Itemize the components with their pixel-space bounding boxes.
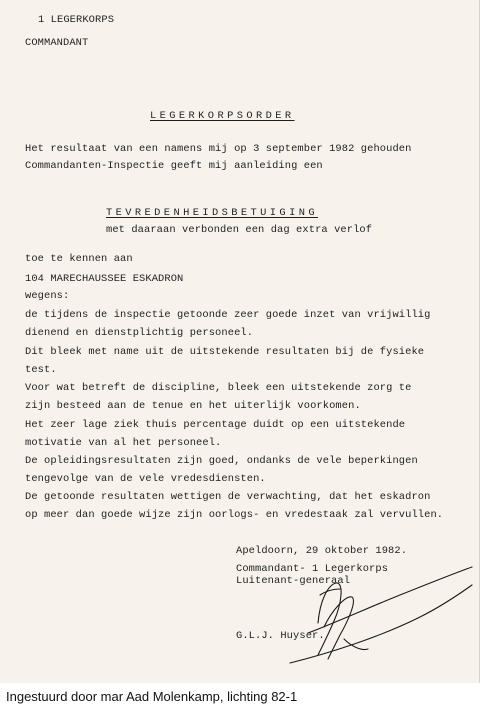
body-line-15: op meer dan goede wijze zijn oorlogs- en vredestaak zal vervullen. <box>25 509 444 521</box>
body-line-13: tengevolge van de vele vredesdiensten. <box>25 473 266 485</box>
body-line-1: toe te kennen aan <box>25 253 133 265</box>
document-title: LEGERKORPSORDER <box>150 110 295 122</box>
handwritten-signature <box>260 555 475 675</box>
commendation-heading: TEVREDENHEIDSBETUIGING <box>106 207 318 219</box>
body-line-4: de tijdens de inspectie getoonde zeer goede inzet van vrijwillig <box>25 309 431 321</box>
body-line-14: De getoonde resultaten wettigen de verwachting, dat het eskadron <box>25 491 431 503</box>
body-line-6: Dit bleek met name uit de uitstekende resultaten bij de fysieke <box>25 346 425 358</box>
intro-line-1: Het resultaat van een namens mij op 3 september 1982 gehouden <box>25 143 412 155</box>
caption-text: Ingestuurd door mar Aad Molenkamp, lichting 82-1 <box>6 689 298 704</box>
place-date: Apeldoorn, 29 oktober 1982. <box>236 545 408 557</box>
body-line-7: test. <box>25 364 57 376</box>
header-unit: 1 LEGERKORPS <box>38 14 115 26</box>
body-line-9: zijn besteed aan de tenue en het uiterlijk voorkomen. <box>25 400 361 412</box>
body-line-2: 104 MARECHAUSSEE ESKADRON <box>25 273 184 285</box>
signatory-name: G.L.J. Huyser. <box>236 630 325 642</box>
body-line-12: De opleidingsresultaten zijn goed, ondanks de vele beperkingen <box>25 455 418 467</box>
header-commandant: COMMANDANT <box>25 37 89 49</box>
body-line-11: motivatie van al het personeel. <box>25 437 222 449</box>
commendation-subheading: met daaraan verbonden een dag extra verlof <box>106 224 373 236</box>
caption-bar <box>0 683 480 711</box>
body-line-10: Het zeer lage ziek thuis percentage duidt op een uitstekende <box>25 419 406 431</box>
intro-line-2: Commandanten-Inspectie geeft mij aanleiding een <box>25 160 323 172</box>
body-line-8: Voor wat betreft de discipline, bleek een uitstekende zorg te <box>25 382 412 394</box>
signatory-rank: Luitenant-generaal <box>236 575 351 587</box>
body-line-5: dienend en dienstplichtig personeel. <box>25 327 254 339</box>
body-line-3: wegens: <box>25 290 70 302</box>
signatory-role: Commandant- 1 Legerkorps <box>236 563 389 575</box>
